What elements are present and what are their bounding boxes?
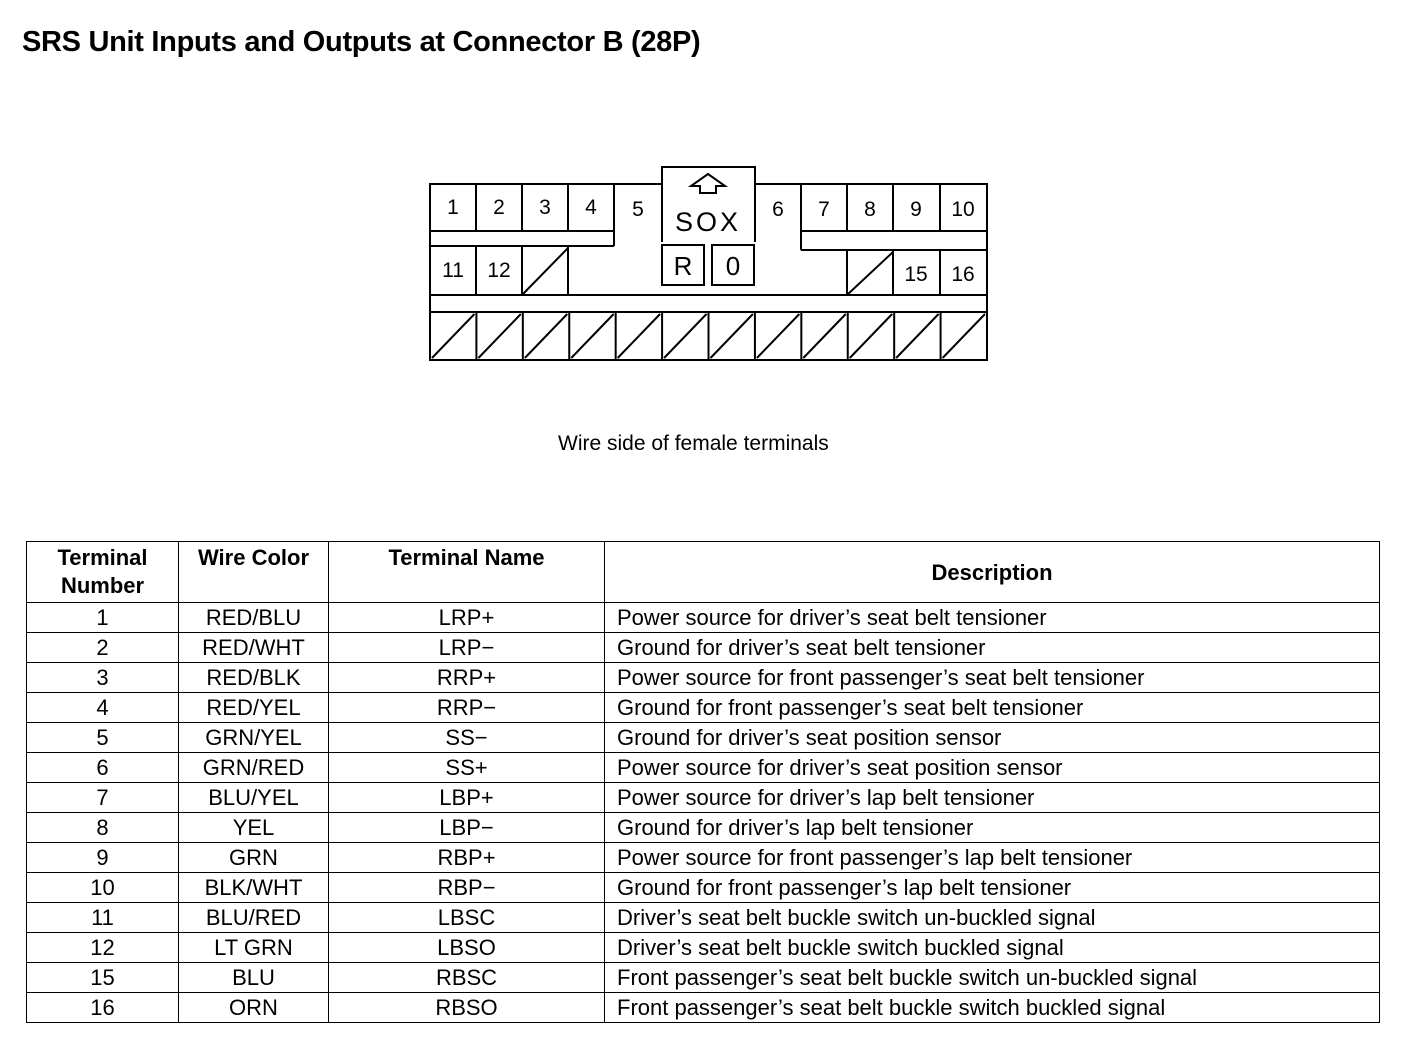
- wire-color-cell: YEL: [179, 813, 329, 843]
- header-terminal-name: Terminal Name: [329, 542, 605, 603]
- terminal-name-cell: LRP−: [329, 633, 605, 663]
- description-cell: Power source for driver’s seat position sensor: [605, 753, 1380, 783]
- terminal-number-cell: 16: [27, 993, 179, 1023]
- table-row: [27, 993, 1380, 1023]
- terminal-2-label: 2: [493, 196, 505, 219]
- terminal-number-cell: 11: [27, 903, 179, 933]
- terminal-name-cell: RBSO: [329, 993, 605, 1023]
- table-row: [27, 723, 1380, 753]
- table-row: [27, 783, 1380, 813]
- terminal-9-label: 9: [910, 198, 922, 221]
- blank-terminal-hatch: [850, 314, 892, 358]
- description-cell: Power source for front passenger’s lap belt tensioner: [605, 843, 1380, 873]
- terminal-name-cell: RRP−: [329, 693, 605, 723]
- terminal-11-label: 11: [442, 259, 464, 282]
- blank-terminal-hatch: [618, 314, 660, 358]
- wire-color-cell: BLU/YEL: [179, 783, 329, 813]
- r-label: R: [673, 251, 693, 281]
- terminal-number-cell: 7: [27, 783, 179, 813]
- wire-color-cell: RED/YEL: [179, 693, 329, 723]
- description-cell: Ground for driver’s seat position sensor: [605, 723, 1380, 753]
- blank-terminal-hatch: [896, 314, 938, 358]
- blank-terminal-hatch: [711, 314, 753, 358]
- wire-color-cell: LT GRN: [179, 933, 329, 963]
- terminal-number-cell: 8: [27, 813, 179, 843]
- wire-color-cell: RED/WHT: [179, 633, 329, 663]
- header-wire-color: Wire Color: [179, 542, 329, 603]
- terminal-name-cell: LRP+: [329, 603, 605, 633]
- table-header-row: [27, 542, 1380, 603]
- blank-terminal-hatch: [432, 314, 474, 358]
- header-terminal-number-line1: Terminal: [57, 545, 148, 570]
- terminal-name-cell: LBSO: [329, 933, 605, 963]
- terminal-name-cell: SS−: [329, 723, 605, 753]
- terminal-name-cell: LBP−: [329, 813, 605, 843]
- table-row: [27, 813, 1380, 843]
- terminal-number-cell: 4: [27, 693, 179, 723]
- table-row: [27, 873, 1380, 903]
- page-title: SRS Unit Inputs and Outputs at Connector B (28P): [22, 26, 701, 58]
- description-cell: Front passenger’s seat belt buckle switch buckled signal: [605, 993, 1380, 1023]
- header-terminal-number: [27, 542, 179, 603]
- description-cell: Ground for driver’s lap belt tensioner: [605, 813, 1380, 843]
- terminal-5-label: 5: [632, 198, 644, 221]
- table-row: [27, 753, 1380, 783]
- blank-terminal-row: [432, 312, 985, 360]
- table-row: [27, 843, 1380, 873]
- terminal-16-label: 16: [951, 263, 975, 286]
- sox-label: SOX: [674, 207, 742, 237]
- wire-color-cell: ORN: [179, 993, 329, 1023]
- description-cell: Power source for front passenger’s seat belt tensioner: [605, 663, 1380, 693]
- terminal-number-cell: 2: [27, 633, 179, 663]
- table-row: [27, 933, 1380, 963]
- zero-label: 0: [725, 251, 741, 281]
- blank-terminal-hatch: [525, 314, 567, 358]
- terminal-name-cell: RBP−: [329, 873, 605, 903]
- blank-terminal-hatch: [571, 314, 613, 358]
- terminal-table: [26, 541, 1380, 1023]
- terminal-number-cell: 15: [27, 963, 179, 993]
- terminal-name-cell: RRP+: [329, 663, 605, 693]
- blank-terminal-hatch: [757, 314, 799, 358]
- header-description: Description: [605, 542, 1380, 603]
- description-cell: Driver’s seat belt buckle switch buckled signal: [605, 933, 1380, 963]
- wire-color-cell: BLK/WHT: [179, 873, 329, 903]
- wire-color-cell: RED/BLK: [179, 663, 329, 693]
- table-row: [27, 663, 1380, 693]
- table-row: [27, 603, 1380, 633]
- terminal-number-cell: 3: [27, 663, 179, 693]
- terminal-name-cell: LBSC: [329, 903, 605, 933]
- description-cell: Ground for driver’s seat belt tensioner: [605, 633, 1380, 663]
- up-arrow-icon: [691, 174, 725, 193]
- description-cell: Ground for front passenger’s lap belt tensioner: [605, 873, 1380, 903]
- description-cell: Driver’s seat belt buckle switch un-buckled signal: [605, 903, 1380, 933]
- connector-caption: Wire side of female terminals: [558, 432, 829, 455]
- terminal-name-cell: RBP+: [329, 843, 605, 873]
- terminal-4-label: 4: [585, 196, 597, 219]
- connector-diagram: [0, 0, 1408, 420]
- terminal-7-label: 7: [818, 198, 830, 221]
- terminal-name-cell: LBP+: [329, 783, 605, 813]
- terminal-12-label: 12: [487, 259, 511, 282]
- wire-color-cell: BLU: [179, 963, 329, 993]
- terminal-number-cell: 9: [27, 843, 179, 873]
- wire-color-cell: RED/BLU: [179, 603, 329, 633]
- terminal-number-cell: 6: [27, 753, 179, 783]
- blank-terminal-hatch: [478, 314, 520, 358]
- terminal-name-cell: SS+: [329, 753, 605, 783]
- terminal-name-cell: RBSC: [329, 963, 605, 993]
- description-cell: Power source for driver’s lap belt tensioner: [605, 783, 1380, 813]
- wire-color-cell: GRN: [179, 843, 329, 873]
- terminal-number-cell: 5: [27, 723, 179, 753]
- wire-color-cell: BLU/RED: [179, 903, 329, 933]
- terminal-6-label: 6: [772, 198, 784, 221]
- terminal-15-label: 15: [904, 263, 928, 286]
- description-cell: Ground for front passenger’s seat belt tensioner: [605, 693, 1380, 723]
- terminal-number-cell: 10: [27, 873, 179, 903]
- description-cell: Power source for driver’s seat belt tensioner: [605, 603, 1380, 633]
- wire-color-cell: GRN/YEL: [179, 723, 329, 753]
- table-row: [27, 693, 1380, 723]
- terminal-3-label: 3: [539, 196, 551, 219]
- blank-terminal-hatch: [803, 314, 845, 358]
- table-row: [27, 633, 1380, 663]
- terminal-10-label: 10: [951, 198, 975, 221]
- terminal-number-cell: 12: [27, 933, 179, 963]
- terminal-1-label: 1: [447, 196, 459, 219]
- wire-color-cell: GRN/RED: [179, 753, 329, 783]
- description-cell: Front passenger’s seat belt buckle switch un-buckled signal: [605, 963, 1380, 993]
- blank-terminal-hatch: [664, 314, 706, 358]
- terminal-8-label: 8: [864, 198, 876, 221]
- terminal-number-cell: 1: [27, 603, 179, 633]
- header-terminal-number-line2: Number: [60, 573, 145, 598]
- blank-terminal-hatch: [943, 314, 985, 358]
- table-row: [27, 903, 1380, 933]
- table-row: [27, 963, 1380, 993]
